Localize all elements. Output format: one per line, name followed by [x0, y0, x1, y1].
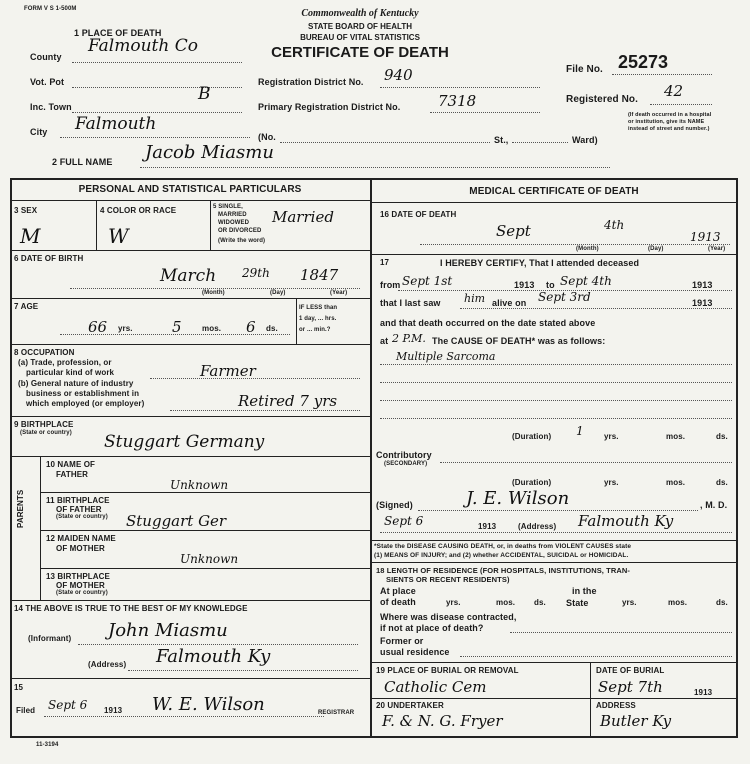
age-ds-label: ds. — [266, 324, 278, 333]
contracted-label-2: if not at place of death? — [380, 623, 484, 633]
father-birthplace-label-2: OF FATHER — [56, 505, 102, 514]
footnote-1: *State the DISEASE CAUSING DEATH, or, in deaths from VIOLENT CAUSES state — [374, 543, 632, 550]
less-label-3: or ... min.? — [299, 327, 331, 333]
mother-birthplace-label-3: (State or country) — [56, 590, 108, 596]
residence-label-2: SIENTS OR RECENT RESIDENTS) — [386, 575, 510, 584]
certify-title: I HEREBY CERTIFY, That I attended deceased — [440, 258, 640, 268]
informant-value: John Miasmu — [108, 620, 228, 641]
signed-value: J. E. Wilson — [466, 488, 570, 509]
header-board: STATE BOARD OF HEALTH — [308, 22, 412, 31]
street-label: St., — [494, 135, 509, 145]
occupation-b-label-1: (b) General nature of industry — [18, 379, 134, 388]
marital-label-5: (Write the word) — [218, 238, 266, 244]
birthplace-label: 9 BIRTHPLACE — [14, 420, 74, 429]
birthplace-value: Stuggart Germany — [104, 432, 265, 452]
file-no-label: File No. — [566, 64, 603, 75]
state-mos: mos. — [668, 598, 688, 607]
md-label: , M. D. — [700, 500, 728, 510]
cause-value: Multiple Sarcoma — [396, 350, 496, 363]
age-mos-label: mos. — [202, 324, 222, 333]
state-label: State — [566, 598, 589, 608]
alive-date: Sept 3rd — [538, 290, 591, 304]
cause-label: The CAUSE OF DEATH* was as follows: — [432, 336, 606, 346]
contributory-mos: mos. — [666, 478, 686, 487]
mother-birthplace-label-1: 13 BIRTHPLACE — [46, 572, 110, 581]
dod-day-label: (Day) — [648, 246, 664, 252]
last-saw-him: him — [464, 292, 486, 305]
parents-label: PARENTS — [16, 489, 25, 528]
to-date: Sept 4th — [560, 274, 612, 288]
full-name-value: Jacob Miasmu — [145, 142, 274, 163]
mother-label-1: 12 MAIDEN NAME — [46, 534, 116, 543]
burial-label: 19 PLACE OF BURIAL OR REMOVAL — [376, 666, 519, 675]
residence-mos: mos. — [496, 598, 516, 607]
alive-on-label: alive on — [492, 298, 527, 308]
marital-label-4: OR DIVORCED — [218, 228, 262, 234]
age-yrs-label: yrs. — [118, 324, 133, 333]
contracted-label-1: Where was disease contracted, — [380, 612, 517, 622]
header-bureau: BUREAU OF VITAL STATISTICS — [300, 33, 420, 42]
secondary-label: (SECONDARY) — [384, 461, 428, 467]
undertaker-label: 20 UNDERTAKER — [376, 701, 444, 710]
date-of-death-day: 4th — [604, 218, 625, 232]
occupation-b-label-3: which employed (or employer) — [26, 399, 145, 408]
marital-label-2: MARRIED — [218, 212, 247, 218]
filed-label: Filed — [16, 706, 36, 715]
occupation-label: 8 OCCUPATION — [14, 348, 75, 357]
registrar-label: REGISTRAR — [318, 710, 355, 716]
ward-label: Ward) — [572, 135, 598, 145]
filed-number: 15 — [14, 683, 24, 692]
age-days: 6 — [246, 318, 256, 336]
signed-date: Sept 6 — [384, 514, 424, 528]
dob-label: 6 DATE OF BIRTH — [14, 254, 84, 263]
signed-year: 1913 — [478, 522, 497, 531]
color-value: W — [108, 224, 129, 248]
filed-year: 1913 — [104, 706, 123, 715]
dod-year-label: (Year) — [708, 246, 726, 252]
dob-day: 29th — [242, 266, 270, 280]
place-label-2: of death — [380, 597, 416, 607]
burial-value: Catholic Cem — [384, 678, 487, 696]
date-of-death-month: Sept — [496, 222, 531, 240]
state-yrs: yrs. — [622, 598, 637, 607]
certificate-title: CERTIFICATE OF DEATH — [271, 44, 449, 61]
contributory-duration-label: (Duration) — [512, 478, 552, 487]
dob-month-label: (Month) — [202, 290, 225, 296]
dob-year: 1847 — [300, 266, 339, 284]
date-of-death-label: 16 DATE OF DEATH — [380, 210, 457, 219]
residence-yrs: yrs. — [446, 598, 461, 607]
form-number: FORM V S 1-500M — [24, 6, 77, 12]
registered-no-value: 42 — [664, 82, 684, 100]
form-code: 11-3194 — [36, 742, 59, 748]
from-date: Sept 1st — [402, 274, 453, 288]
duration-mos: mos. — [666, 432, 686, 441]
footnote-2: (1) MEANS OF INJURY; and (2) whether ACCIDENTAL, SUICIDAL or HOMICIDAL. — [374, 552, 629, 559]
registration-district-value: 940 — [384, 66, 413, 84]
father-birthplace-label-1: 11 BIRTHPLACE — [46, 496, 110, 505]
from-label: from — [380, 280, 401, 290]
dob-day-label: (Day) — [270, 290, 286, 296]
at-label: at — [380, 336, 389, 346]
date-of-death-year: 1913 — [690, 230, 721, 244]
occupation-b-value: Retired 7 yrs — [238, 392, 338, 410]
residence-label-1: 18 LENGTH OF RESIDENCE (FOR HOSPITALS, INSTITUTIONS, TRAN- — [376, 566, 631, 575]
dob-year-label: (Year) — [330, 290, 348, 296]
undertaker-address-label: ADDRESS — [596, 701, 636, 710]
file-no-value: 25273 — [618, 52, 669, 72]
less-label-1: IF LESS than — [299, 305, 338, 311]
informant-statement-label: 14 THE ABOVE IS TRUE TO THE BEST OF MY KNOWLEDGE — [14, 604, 248, 613]
state-ds: ds. — [716, 598, 728, 607]
former-label-2: usual residence — [380, 647, 450, 657]
vot-label: Vot. Pot — [30, 77, 65, 87]
age-months: 5 — [172, 318, 182, 336]
street-no-label: (No. — [258, 132, 276, 142]
contributory-label: Contributory — [376, 450, 432, 460]
last-saw-label: that I last saw — [380, 298, 441, 308]
alive-year: 1913 — [692, 298, 713, 308]
burial-date-value: Sept 7th — [598, 678, 663, 696]
primary-district-value: 7318 — [438, 92, 477, 110]
hospital-note: (If death occurred in a hospital or institution, give its NAME instead of street and number.) — [628, 112, 712, 132]
marital-label-1: 5 SINGLE, — [213, 204, 243, 210]
city-label: City — [30, 127, 48, 137]
father-value: Unknown — [170, 478, 229, 492]
age-years: 66 — [88, 318, 108, 336]
age-label: 7 AGE — [14, 302, 39, 311]
mother-label-2: OF MOTHER — [56, 544, 105, 553]
certify-number: 17 — [380, 258, 390, 267]
filed-date: Sept 6 — [48, 698, 88, 712]
registrar-signature: W. E. Wilson — [152, 694, 265, 715]
county-value: Falmouth Co — [88, 36, 198, 56]
father-label-1: 10 NAME OF — [46, 460, 96, 469]
undertaker-address-value: Butler Ky — [600, 712, 672, 730]
sex-value: M — [20, 224, 41, 248]
city-value: Falmouth — [75, 114, 157, 134]
father-label-2: FATHER — [56, 470, 89, 479]
death-occurred-line: and that death occurred on the date stated above — [380, 318, 596, 328]
medical-section-title: MEDICAL CERTIFICATE OF DEATH — [469, 186, 639, 197]
occupation-a-label-2: particular kind of work — [26, 368, 115, 377]
residence-ds: ds. — [534, 598, 546, 607]
contributory-yrs: yrs. — [604, 478, 619, 487]
in-the-label: in the — [572, 586, 597, 596]
informant-address-label: (Address) — [88, 660, 127, 669]
personal-section-title: PERSONAL AND STATISTICAL PARTICULARS — [78, 184, 302, 195]
former-label-1: Former or — [380, 636, 424, 646]
primary-district-label: Primary Registration District No. — [258, 102, 401, 112]
duration-yrs: yrs. — [604, 432, 619, 441]
duration-value: 1 — [576, 424, 584, 438]
signed-address-value: Falmouth Ky — [578, 512, 674, 530]
mother-birthplace-label-2: OF MOTHER — [56, 581, 105, 590]
place-of-death-label: 1 PLACE OF DEATH — [74, 28, 162, 38]
signed-address-label: (Address) — [518, 522, 557, 531]
registration-district-label: Registration District No. — [258, 77, 364, 87]
birthplace-sub-label: (State or country) — [20, 430, 72, 436]
at-time: 2 P.M. — [392, 332, 426, 345]
duration-label: (Duration) — [512, 432, 552, 441]
occupation-a-label-1: (a) Trade, profession, or — [18, 358, 112, 367]
inc-town-label: Inc. Town — [30, 102, 72, 112]
to-year: 1913 — [692, 280, 713, 290]
color-label: 4 COLOR OR RACE — [100, 206, 177, 215]
county-label: County — [30, 52, 62, 62]
inc-town-value: B — [198, 84, 211, 104]
marital-label-3: WIDOWED — [218, 220, 250, 226]
occupation-b-label-2: business or establishment in — [26, 389, 140, 398]
occupation-a-value: Farmer — [200, 362, 256, 380]
less-label-2: 1 day, ... hrs. — [299, 316, 337, 322]
to-label: to — [546, 280, 555, 290]
mother-value: Unknown — [180, 552, 239, 566]
burial-date-label: DATE OF BURIAL — [596, 666, 665, 675]
signed-label: (Signed) — [376, 500, 413, 510]
duration-ds: ds. — [716, 432, 728, 441]
father-birthplace-value: Stuggart Ger — [126, 512, 227, 530]
dob-month: March — [160, 266, 217, 286]
sex-label: 3 SEX — [14, 206, 38, 215]
place-label-1: At place — [380, 586, 416, 596]
header-commonwealth: Commonwealth of Kentucky — [301, 8, 419, 19]
registered-no-label: Registered No. — [566, 94, 638, 105]
contributory-ds: ds. — [716, 478, 728, 487]
marital-value: Married — [272, 208, 334, 226]
informant-label: (Informant) — [28, 634, 72, 643]
dod-month-label: (Month) — [576, 246, 599, 252]
father-birthplace-label-3: (State or country) — [56, 514, 108, 520]
full-name-label: 2 FULL NAME — [52, 157, 113, 167]
informant-address-value: Falmouth Ky — [156, 646, 271, 667]
from-year: 1913 — [514, 280, 535, 290]
burial-year: 1913 — [694, 688, 713, 697]
undertaker-value: F. & N. G. Fryer — [382, 712, 503, 730]
